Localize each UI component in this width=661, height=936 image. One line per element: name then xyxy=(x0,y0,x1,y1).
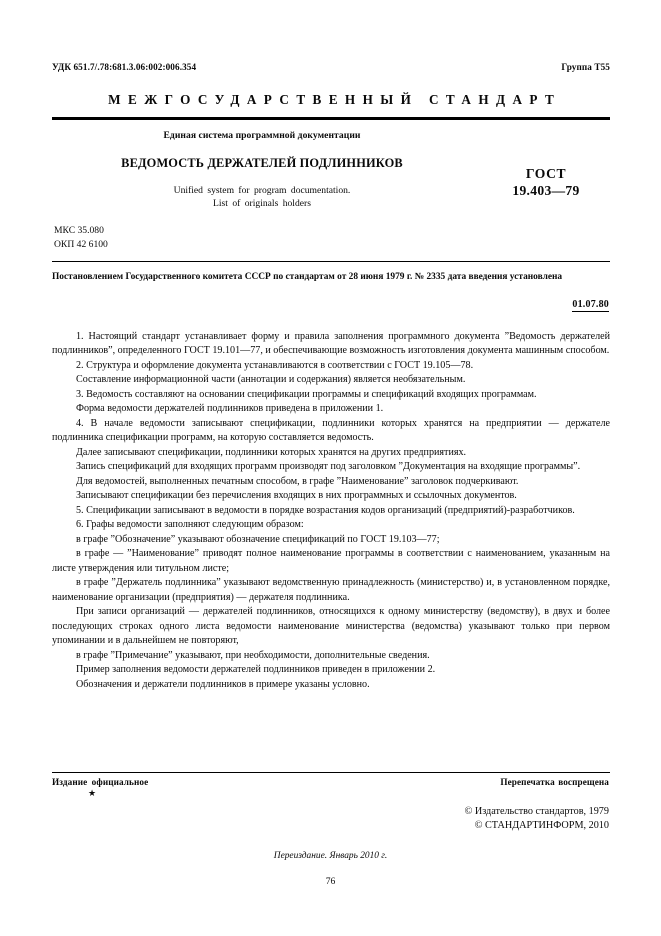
body-paragraph: Обозначения и держатели подлинников в примере указаны условно. xyxy=(76,678,370,690)
body-paragraph: Для ведомостей, выполненных печатным способом, в графе ”Наименование” заголовок подчеркивают. xyxy=(76,475,519,487)
body-paragraph: в графе ”Обозначение” указывают обозначение спецификаций по ГОСТ 19.103—77; xyxy=(76,533,440,545)
body-paragraph: При записи организаций — держателей подлинников, относящихся к одному министерству (ведомству), в двух и более последующих строках одного листа ведомости наименование министерства (ведомства) указывают только при первом упоминании и в дальнейшем не повторяют, xyxy=(52,606,610,647)
footer-divider xyxy=(52,772,610,773)
udk-code: УДК 651.7/.78:681.3.06:002:006.354 xyxy=(52,62,197,72)
mks-code: МКС 35.080 xyxy=(54,225,104,236)
english-title xyxy=(52,185,472,211)
body-paragraph: в графе — ”Наименование” приводят полное наименование программы в соответствии с наименованием, указанным на листе утверждения или титульном листе; xyxy=(52,548,610,574)
reprint-forbidden-label: Перепечатка воспрещена xyxy=(500,777,609,787)
body-paragraph: 5. Спецификации записывают в ведомости в порядке возрастания кодов организаций (предприятий)-разработчиков. xyxy=(76,504,575,516)
body-paragraph: Пример заполнения ведомости держателей подлинников приведен в приложении 2. xyxy=(76,664,436,676)
title-block xyxy=(52,130,472,211)
body-paragraph: в графе ”Держатель подлинника” указывают ведомственную принадлежность (министерство) и, в установленном порядке, наименование организации (предприятия) — держателя подлинника. xyxy=(52,577,610,603)
body-paragraph: 1. Настоящий стандарт устанавливает форму и правила заполнения программного документа ”Ведомость держателей подлинников”, определенного ГОСТ 19.101—77, и обеспечивающие возможность изготовления документа машинным способом. xyxy=(52,331,610,357)
okp-code: ОКП 42 6100 xyxy=(54,238,108,250)
body-paragraph: Далее записывают спецификации, подлинники которых хранятся на других предприятиях. xyxy=(76,446,467,458)
page-title: ВЕДОМОСТЬ ДЕРЖАТЕЛЕЙ ПОДЛИННИКОВ xyxy=(121,156,403,170)
body-paragraph: Составление информационной части (аннотации и содержания) является необязательным. xyxy=(76,374,466,386)
gost-label: ГОСТ xyxy=(525,166,567,181)
decree-divider xyxy=(52,261,610,262)
copyright-line-2: © СТАНДАРТИНФОРМ, 2010 xyxy=(474,820,609,832)
body-paragraph: Записывают спецификации без перечисления входящих в них программных и ссылочных документов. xyxy=(76,490,517,502)
gost-designation xyxy=(482,165,610,200)
header-codes-row xyxy=(52,62,610,72)
decree-text: Постановлением Государственного комитета СССР по стандартам от 28 июня 1979 г. № 2335 дата введения установлена xyxy=(52,272,563,282)
body-paragraph: 2. Структура и оформление документа устанавливаются в соответствии с ГОСТ 19.105—78. xyxy=(76,359,474,371)
header-divider-thick xyxy=(52,117,610,120)
classification-codes xyxy=(54,224,108,252)
official-edition-label: Издание официальное xyxy=(52,777,149,787)
star-icon: ★ xyxy=(88,788,97,798)
standard-banner: МЕЖГОСУДАРСТВЕННЫЙ СТАНДАРТ xyxy=(108,92,562,107)
copyright-block xyxy=(465,805,609,833)
body-paragraph: Форма ведомости держателей подлинников приведена в приложении 1. xyxy=(76,403,384,415)
body-paragraph: Запись спецификаций для входящих программ производят под заголовком ”Документация на входящие программы”. xyxy=(76,461,581,473)
group-code: Группа Т55 xyxy=(561,62,610,72)
english-title-line-2: List of originals holders xyxy=(213,197,311,209)
english-title-line-1: Unified system for program documentation. xyxy=(173,185,351,196)
effective-date: 01.07.80 xyxy=(572,299,609,310)
body-paragraph: 3. Ведомость составляют на основании спецификации программы и спецификаций входящих программам. xyxy=(76,388,537,400)
gost-number: 19.403—79 xyxy=(512,183,580,199)
page-number: 76 xyxy=(325,876,336,887)
body-paragraph: 6. Графы ведомости заполняют следующим образом: xyxy=(76,519,304,531)
body-paragraph: 4. В начале ведомости записывают спецификации, подлинники которых хранятся на предприятии — держателе подлинника спецификации программ, на которую составляется ведомость. xyxy=(52,417,610,444)
reissue-note: Переиздание. Январь 2010 г. xyxy=(273,851,388,861)
system-title: Единая система программной документации xyxy=(163,130,361,141)
body-text xyxy=(52,330,610,692)
body-paragraph: в графе ”Примечание” указывают, при необходимости, дополнительные сведения. xyxy=(76,649,430,661)
copyright-line-1: © Издательство стандартов, 1979 xyxy=(464,806,609,817)
